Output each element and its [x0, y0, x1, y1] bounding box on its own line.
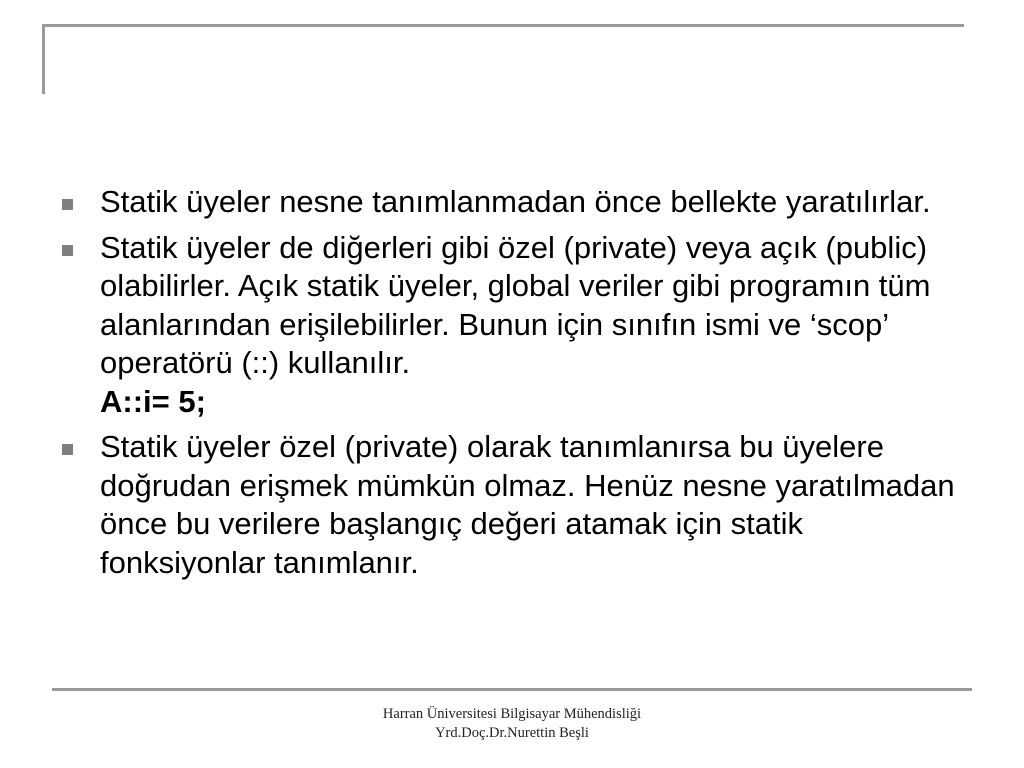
bullet-list	[62, 183, 972, 582]
footer-divider	[52, 688, 972, 691]
footer-author: Yrd.Doç.Dr.Nurettin Beşli	[435, 725, 589, 741]
bullet-item	[62, 183, 972, 222]
title-frame-left-line	[42, 24, 45, 94]
bullet-text: Statik üyeler de diğerleri gibi özel (private) veya açık (public) olabilirler. Açık statik üyeler, global veriler gibi programın tüm alanlarından erişilebilirler. Bunun için sınıfın ismi ve ‘scop’ operatörü (::) kullanılır.	[100, 229, 931, 380]
footer	[0, 705, 1024, 743]
bullet-item	[62, 428, 972, 582]
square-bullet-icon	[62, 444, 73, 455]
bullet-text: Statik üyeler özel (private) olarak tanımlanırsa bu üyelere doğrudan erişmek mümkün olmaz. Henüz nesne yaratılmadan önce bu verilere başlangıç değeri atamak için statik fonksiyonlar tanımlanır.	[100, 429, 955, 580]
title-frame-top-line	[42, 24, 964, 27]
bullet-item	[62, 229, 972, 422]
footer-institution: Harran Üniversitesi Bilgisayar Mühendisliği	[382, 706, 642, 722]
slide-content	[62, 183, 972, 589]
bullet-text: Statik üyeler nesne tanımlanmadan önce bellekte yaratılırlar.	[100, 184, 931, 219]
square-bullet-icon	[62, 199, 73, 210]
code-example: A::i= 5;	[100, 383, 206, 419]
square-bullet-icon	[62, 245, 73, 256]
